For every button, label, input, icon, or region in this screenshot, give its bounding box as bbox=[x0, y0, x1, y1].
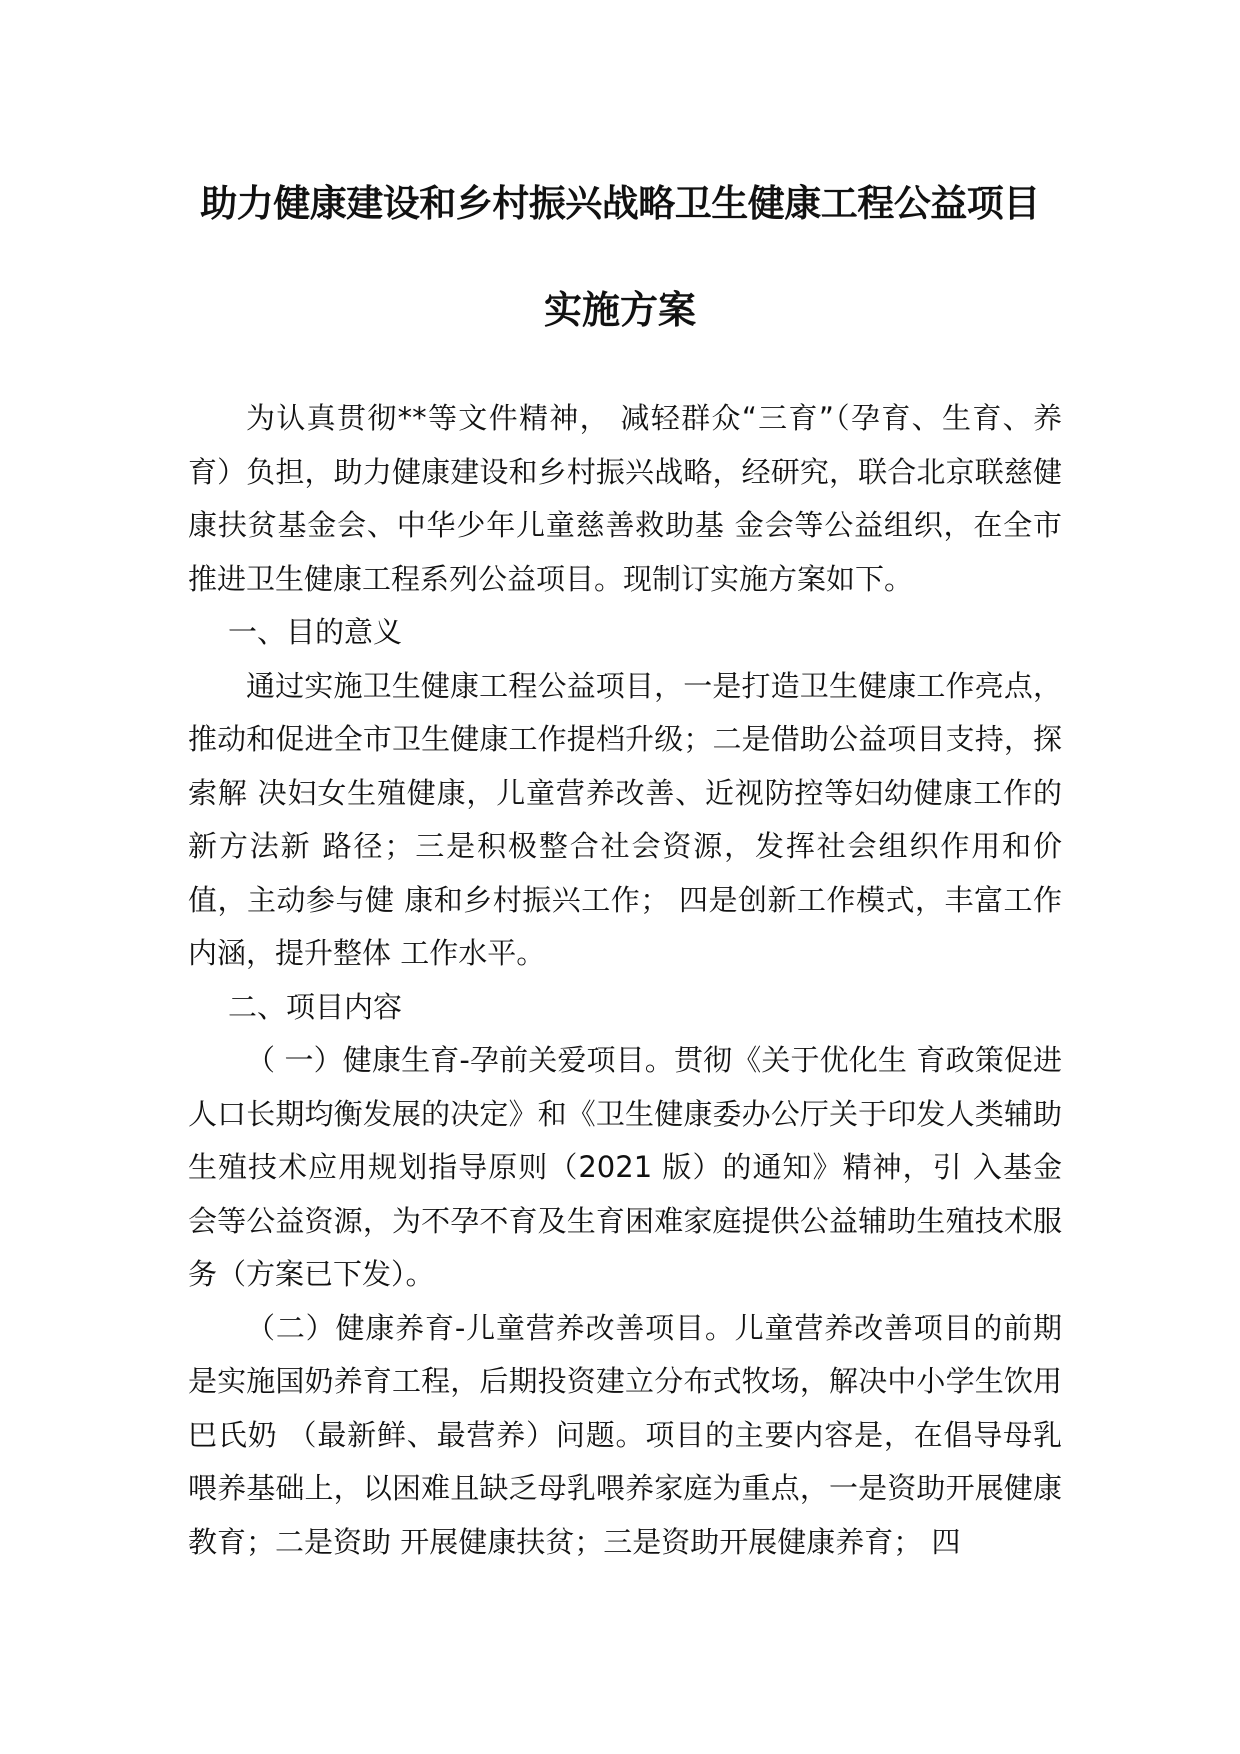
item-1-paragraph: （ 一）健康生育-孕前关爱项目。贯彻《关于优化生 育政策促进人口长期均衡发展的决定》和《卫生健康委办公厅关于印发人类辅助生殖技术应用规划指导原则（2021 版）的通知》精神，引 入基金会等公益资源，为不孕不育及生育困难家庭提供公益辅助生殖技术服务（方案已下发）。 bbox=[188, 1043, 1062, 1291]
item-2-paragraph: （二）健康养育-儿童营养改善项目。儿童营养改善项目的前期是实施国奶养育工程，后期投资建立分布式牧场，解决中小学生饮用巴氏奶 （最新鲜、最营养）问题。项目的主要内容是，在倡导母乳喂养基础上，以困难且缺乏母乳喂养家庭为重点，一是资助开展健康教育；二是资助 开展健康扶贫；三是资助开展健康养育； 四 bbox=[188, 1310, 1062, 1559]
document-title-line-2: 实施方案 bbox=[543, 288, 696, 332]
section-heading-purpose: 一、目的意义 bbox=[228, 615, 403, 649]
intro-paragraph: 为认真贯彻**等文件精神， 减轻群众“三育”（孕育、生育、养育）负担，助力健康建设和乡村振兴战略，经研究，联合北京联慈健康扶贫基金会、中华少年儿童慈善救助基 金会等公益组织，在全市推进卫生健康工程系列公益项目。现制订实施方案如下。 bbox=[188, 401, 1062, 596]
document-title-line-1: 助力健康建设和乡村振兴战略卫生健康工程公益项目 bbox=[200, 182, 1040, 225]
section-heading-content: 二、项目内容 bbox=[228, 989, 403, 1024]
purpose-paragraph: 通过实施卫生健康工程公益项目，一是打造卫生健康工作亮点，推动和促进全市卫生健康工作提档升级；二是借助公益项目支持，探索解 决妇女生殖健康，儿童营养改善、近视防控等妇幼健康工作的新方法新 路径；三是积极整合社会资源，发挥社会组织作用和价值，主动参与健 康和乡村振兴工作； 四是创新工作模式，丰富工作内涵，提升整体 工作水平。 bbox=[188, 668, 1062, 970]
document-body bbox=[188, 392, 1062, 1569]
